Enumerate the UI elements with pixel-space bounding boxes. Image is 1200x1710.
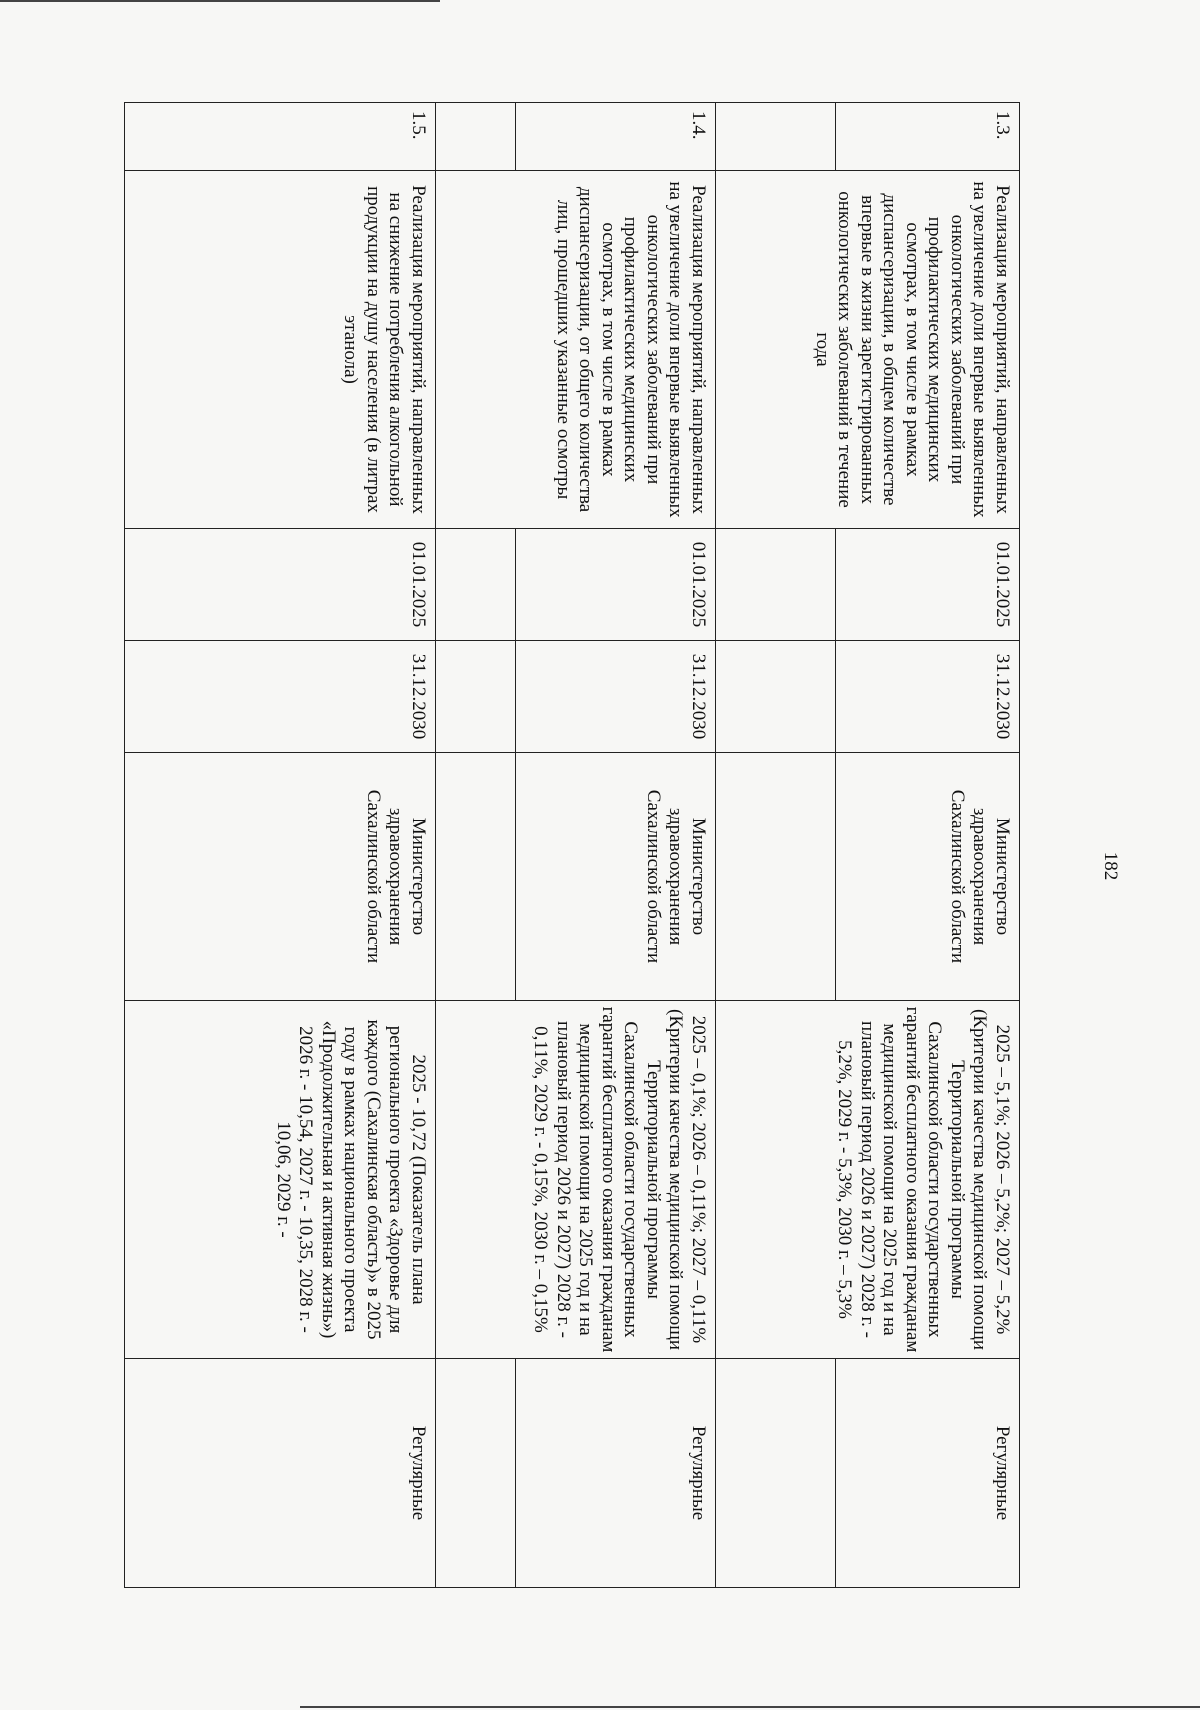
table-row <box>516 103 716 1588</box>
indicator: 2025 – 0,1%; 2026 – 0,11%; 2027 – 0,11% (Критерии качества медицинской помощи Территориальной программы Сахалинской области государственных гарантий бесплатного оказания гражданам медицинской помощи на 2025 год и на плановый период 2026 и 2027) 2028 г. - 0,11%, 2029 г. - 0,15%, 2030 г. – 0,15% <box>436 1001 716 1359</box>
empty-cell <box>436 529 516 641</box>
indicator: 2025 – 5,1%; 2026 – 5,2%; 2027 – 5,2% (Критерии качества медицинской помощи Территориальной программы Сахалинской области государственных гарантий бесплатного оказания гражданам медицинской помощи на 2025 год и на плановый период 2026 и 2027) 2028 г. - 5,2%, 2029 г. - 5,3%, 2030 г. – 5,3% <box>716 1001 1020 1359</box>
start-date: 01.01.2025 <box>836 529 1020 641</box>
empty-cell <box>716 529 836 641</box>
end-date: 31.12.2030 <box>125 641 436 753</box>
responsible: Министерство здравоохранения Сахалинской области <box>836 753 1020 1001</box>
rotated-page <box>125 102 1020 1587</box>
measure-name: Реализация мероприятий, направленных на увеличение доли впервые выявленных онкологических заболеваний при профилактических медицинских осмотрах, в том числе в рамках диспансеризации, от общего количества лиц, прошедших указанные осмотры <box>436 171 716 529</box>
measure-type: Регулярные <box>516 1359 716 1588</box>
row-number: 1.4. <box>516 103 716 171</box>
end-date: 31.12.2030 <box>836 641 1020 753</box>
empty-cell <box>436 1359 516 1588</box>
responsible: Министерство здравоохранения Сахалинской области <box>516 753 716 1001</box>
page-number: 182 <box>1100 851 1121 881</box>
measure-type: Регулярные <box>836 1359 1020 1588</box>
measures-table <box>124 102 1020 1588</box>
start-date: 01.01.2025 <box>516 529 716 641</box>
scan-line-bottom <box>300 1706 1200 1708</box>
row-number: 1.5. <box>125 103 436 171</box>
measure-name: Реализация мероприятий, направленных на снижение потребления алкогольной продукции на душу населения (в литрах этанола) <box>125 171 436 529</box>
row-number: 1.3. <box>836 103 1020 171</box>
empty-cell <box>436 103 516 171</box>
empty-cell <box>716 753 836 1001</box>
scan-line-top <box>0 0 440 2</box>
table-row <box>836 103 1020 1588</box>
measure-name: Реализация мероприятий, направленных на увеличение доли впервые выявленных онкологических заболеваний при профилактических медицинских осмотрах, в том числе в рамках диспансеризации, в общем количестве впервые в жизни зарегистрированных онкологических заболеваний в течение года <box>716 171 1020 529</box>
start-date: 01.01.2025 <box>125 529 436 641</box>
responsible: Министерство здравоохранения Сахалинской области <box>125 753 436 1001</box>
empty-cell <box>716 1359 836 1588</box>
end-date: 31.12.2030 <box>516 641 716 753</box>
measure-type: Регулярные <box>125 1359 436 1588</box>
empty-cell <box>716 641 836 753</box>
empty-cell <box>436 753 516 1001</box>
table-row <box>125 103 436 1588</box>
empty-cell <box>436 641 516 753</box>
empty-cell <box>716 103 836 171</box>
indicator: 2025 - 10,72 (Показатель плана регионального проекта «Здоровье для каждого (Сахалинская область)» в 2025 году в рамках национального проекта «Продолжительная и активная жизнь») 2026 г. - 10,54, 2027 г. - 10,35, 2028 г. - 10,06, 2029 г. - <box>125 1001 436 1359</box>
